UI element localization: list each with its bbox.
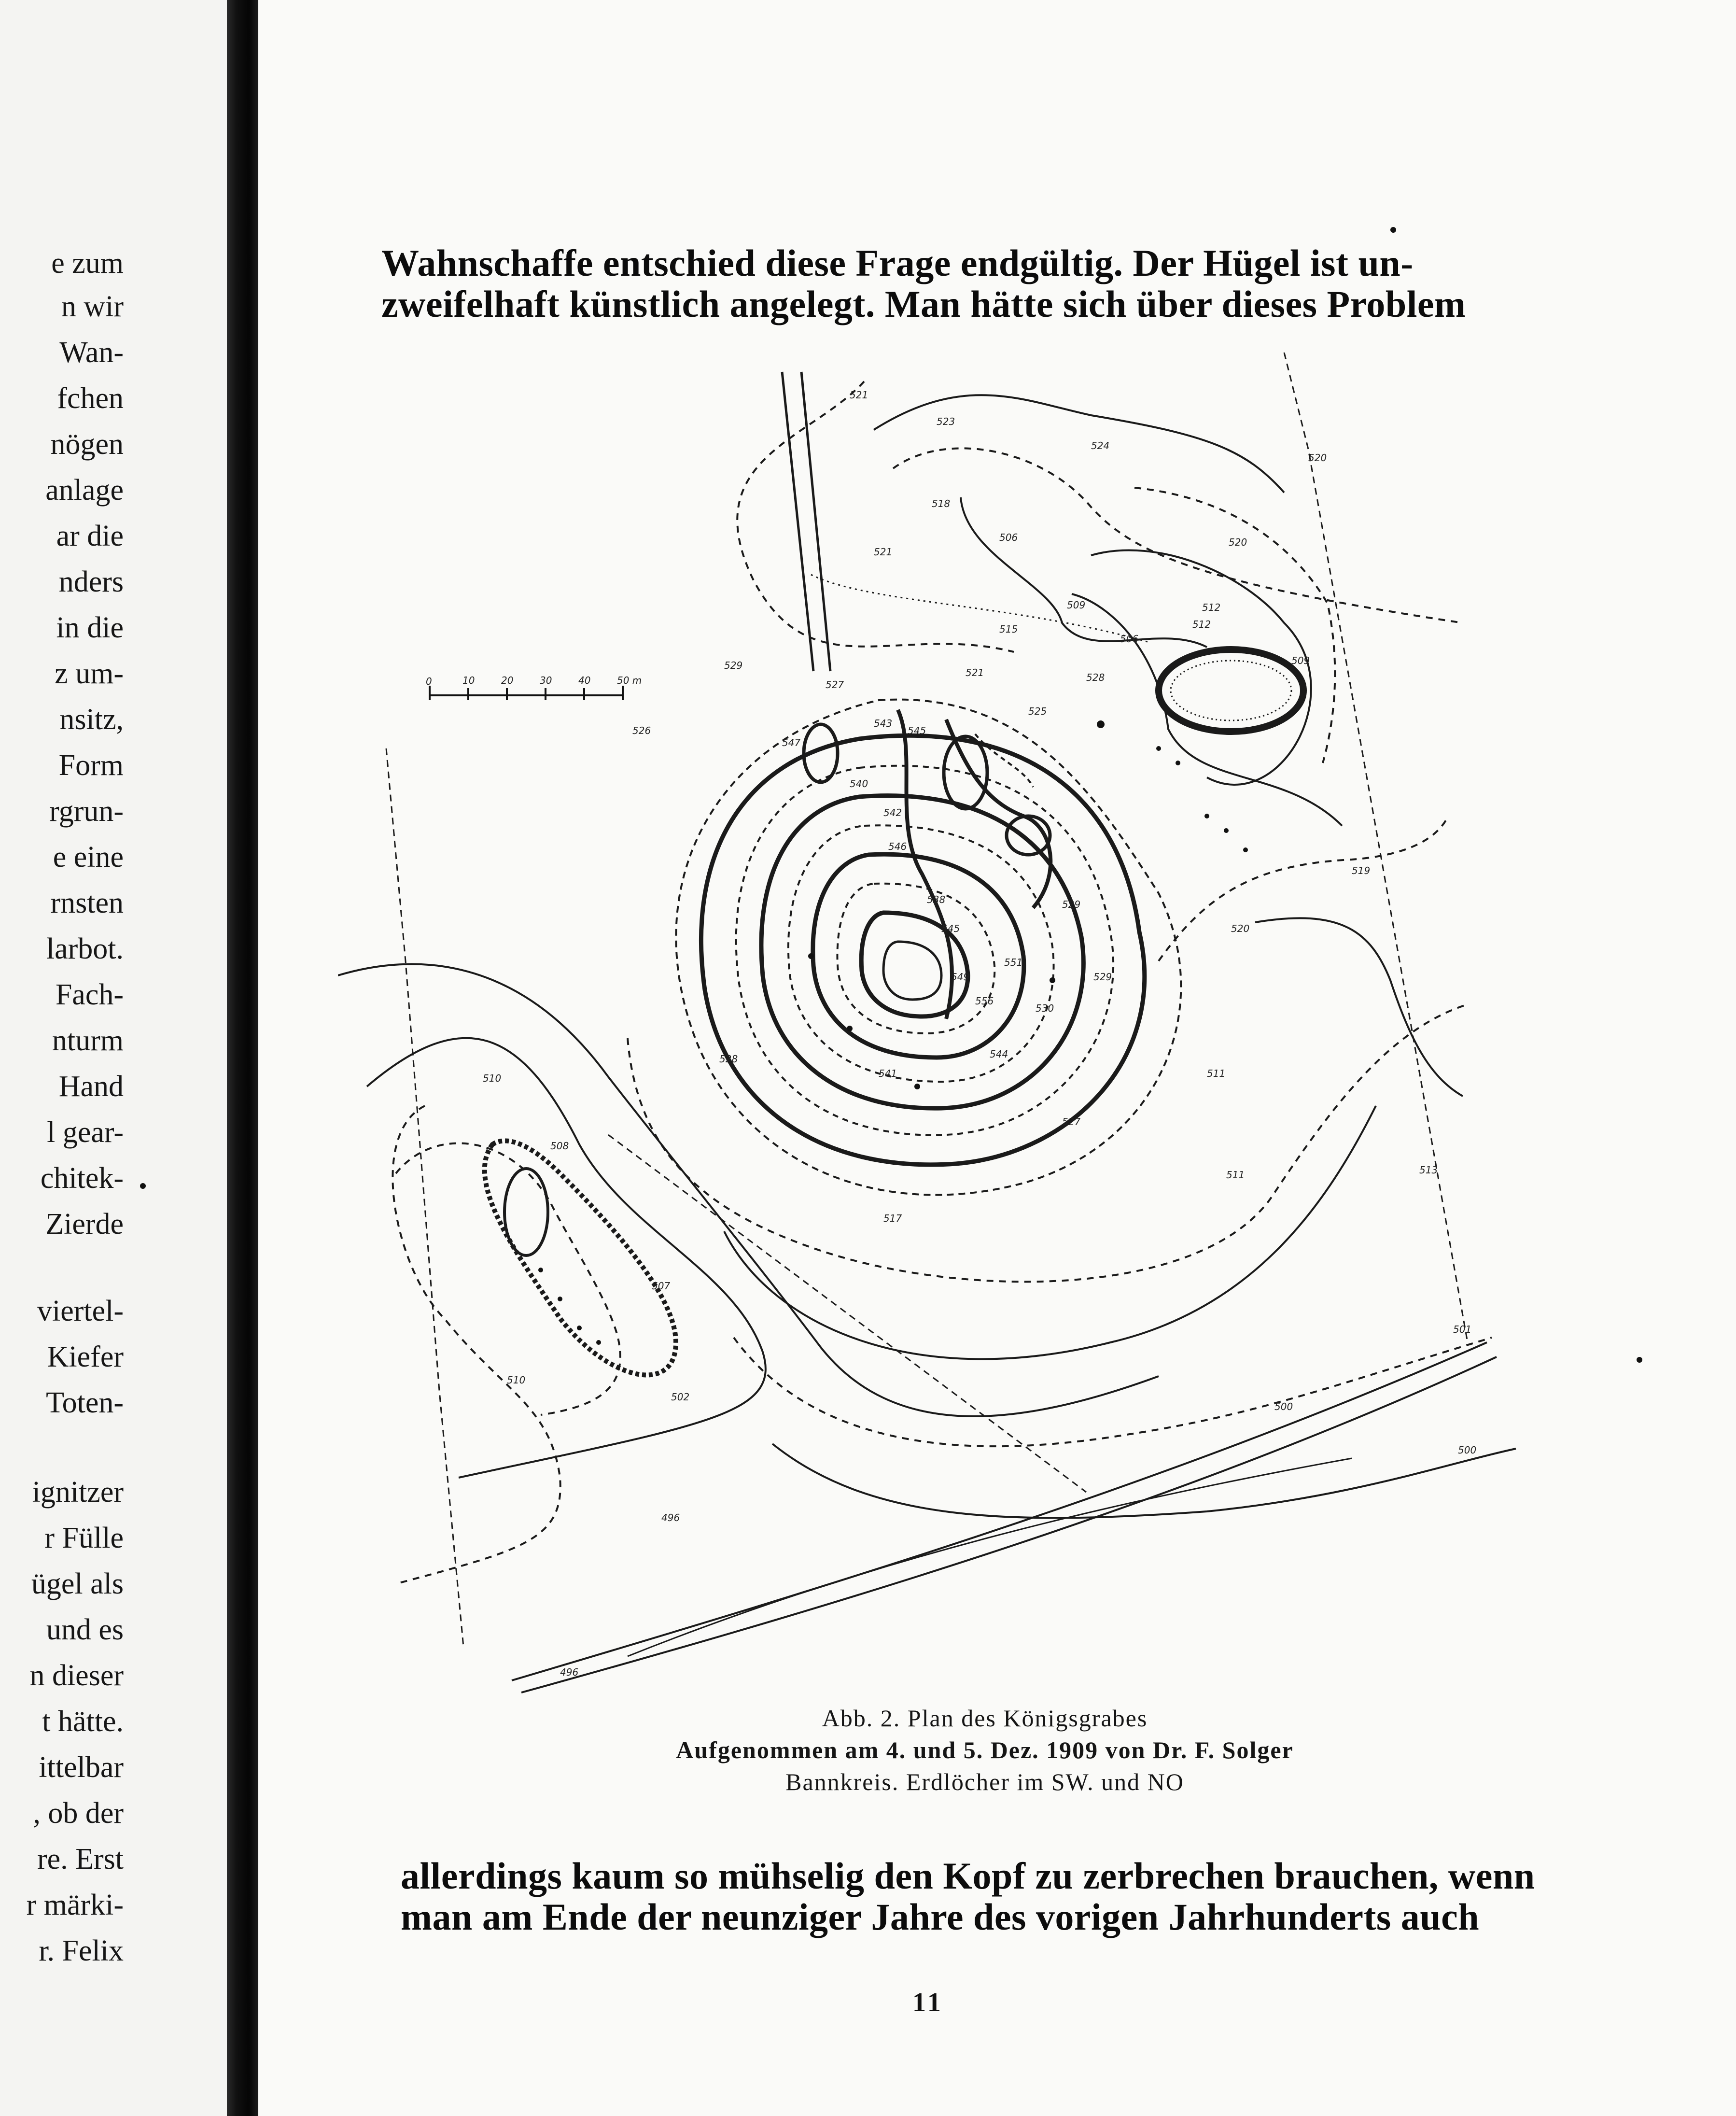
- mound-contour: [676, 700, 1181, 1195]
- facing-page-line: e zum: [51, 247, 124, 280]
- elevation-label: 527: [1062, 1116, 1081, 1128]
- paragraph-line: allerdings kaum so mühselig den Kopf zu zerbrechen brauchen, wenn: [401, 1855, 1535, 1897]
- elevation-label: 508: [550, 1140, 569, 1152]
- caption-title: Abb. 2. Plan des Königsgrabes: [822, 1705, 1148, 1732]
- facing-page-line: n wir: [61, 290, 124, 323]
- contour-line: [893, 448, 1463, 623]
- scale-tick-label: 10: [462, 675, 475, 686]
- book-spine: [227, 0, 258, 2116]
- facing-page-line: Wan-: [59, 336, 124, 369]
- elevation-label: 500: [1274, 1401, 1293, 1412]
- contour-line: [961, 497, 1207, 647]
- contour-line: [772, 1444, 1516, 1518]
- facing-page-line: viertel-: [37, 1295, 124, 1327]
- scale-tick-label: 40: [578, 675, 591, 686]
- facing-page-line: ügel als: [31, 1567, 124, 1600]
- elevation-labels: [483, 389, 1476, 1678]
- elevation-label: 500: [1458, 1444, 1477, 1456]
- facing-page-line: anlage: [45, 474, 124, 507]
- elevation-label: 518: [932, 498, 951, 509]
- elevation-label: 507: [652, 1280, 671, 1292]
- facing-page-line: re. Erst: [37, 1843, 124, 1876]
- facing-page-line: Fach-: [55, 978, 124, 1011]
- contour-line: [1159, 816, 1448, 961]
- contour-line: [874, 395, 1284, 493]
- elevation-label: 525: [1028, 705, 1047, 717]
- elevation-label: 526: [632, 725, 651, 736]
- ne-earth-pit: [1159, 649, 1303, 732]
- elevation-label: 502: [671, 1391, 690, 1403]
- facing-page-line: t hätte.: [42, 1705, 124, 1738]
- facing-page-line: nsitz,: [59, 703, 124, 736]
- caption-line: Aufgenommen am 4. und 5. Dez. 1909 von Dr. F. Solger: [676, 1736, 1294, 1763]
- facing-page-line: Toten-: [46, 1386, 124, 1419]
- elevation-label: 521: [850, 389, 868, 401]
- elevation-label: 546: [888, 841, 907, 852]
- elevation-label: 510: [483, 1072, 502, 1084]
- elevation-label: 527: [826, 679, 844, 691]
- facing-page-line: larbot.: [46, 932, 124, 965]
- facing-page-line: und es: [46, 1613, 124, 1646]
- scale-tick-label: 20: [501, 675, 514, 686]
- elevation-label: 511: [1207, 1068, 1226, 1079]
- facing-page-line: nögen: [50, 428, 124, 461]
- facing-page-line: Kiefer: [47, 1340, 124, 1373]
- sw-earth-pit-inner: [504, 1169, 548, 1255]
- scan-speck: [140, 1183, 146, 1189]
- elevation-label: 529: [724, 660, 743, 671]
- scale-tick-label: 0: [426, 676, 432, 687]
- elevation-label: 509: [1291, 655, 1310, 666]
- facing-page-line: n dieser: [29, 1659, 124, 1692]
- elevation-label: 511: [1226, 1169, 1245, 1181]
- elevation-label: 542: [883, 807, 902, 818]
- elevation-label: 545: [908, 725, 926, 736]
- elevation-label: 544: [990, 1048, 1008, 1060]
- road-line: [386, 748, 463, 1647]
- elevation-label: 549: [951, 971, 970, 983]
- facing-page-line: r. Felix: [39, 1934, 124, 1967]
- elevation-label: 496: [661, 1512, 680, 1524]
- elevation-label: 530: [1036, 1002, 1054, 1014]
- elevation-label: 512: [1192, 619, 1211, 630]
- contour-line: [811, 575, 1149, 642]
- mound-contour: [736, 766, 1113, 1135]
- elevation-label: 520: [1231, 923, 1250, 934]
- scale-bar: [426, 675, 642, 700]
- facing-page-line: l gear-: [47, 1116, 124, 1149]
- elevation-label: 541: [879, 1068, 897, 1079]
- road-line: [782, 372, 813, 671]
- elevation-label: 517: [883, 1213, 902, 1224]
- facing-page-line: ar die: [56, 520, 124, 552]
- mound-contour: [761, 796, 1083, 1108]
- contour-line: [1255, 918, 1463, 1096]
- road-line: [608, 1135, 1086, 1492]
- facing-page-line: Form: [58, 749, 124, 782]
- scan-speck: [1637, 1357, 1642, 1363]
- elevation-label: 529: [1062, 899, 1081, 910]
- elevation-label: 519: [1352, 865, 1371, 876]
- contour-map: [338, 353, 1574, 1700]
- contour-line: [737, 381, 1014, 652]
- elevation-label: 547: [782, 737, 801, 748]
- elevation-label: 529: [1093, 971, 1112, 983]
- elevation-label: 521: [966, 667, 984, 678]
- boundary-line: [512, 1342, 1487, 1680]
- facing-page-line: ittelbar: [39, 1751, 124, 1784]
- paragraph-line: Wahnschaffe entschied diese Frage endgültig. Der Hügel ist un-: [381, 242, 1414, 284]
- contour-line: [392, 1106, 560, 1584]
- caption-line: Bannkreis. Erdlöcher im SW. und NO: [785, 1768, 1184, 1795]
- elevation-label: 520: [1229, 536, 1247, 548]
- elevation-label: 524: [1091, 440, 1110, 451]
- paragraph-line: man am Ende der neunziger Jahre des vorigen Jahrhunderts auch: [401, 1896, 1480, 1938]
- elevation-label: 512: [1202, 602, 1221, 613]
- facing-page-line: Zierde: [45, 1208, 124, 1241]
- facing-page-line: z um-: [55, 657, 124, 690]
- elevation-label: 520: [1308, 452, 1327, 464]
- contour-line: [338, 964, 1159, 1416]
- facing-page-line: in die: [56, 611, 124, 644]
- scale-tick-label: 30: [540, 675, 552, 686]
- facing-page-line: nturm: [52, 1024, 124, 1057]
- elevation-label: 521: [874, 546, 893, 558]
- mound-contour: [788, 825, 1054, 1082]
- scale-tick-label: 50 m: [617, 675, 642, 686]
- facing-page-line: Hand: [58, 1070, 124, 1103]
- paragraph-line: zweifelhaft künstlich angelegt. Man hätte sich über dieses Problem: [381, 283, 1466, 325]
- elevation-label: 506: [1120, 633, 1139, 645]
- contour-line: [1091, 550, 1311, 784]
- contour-line: [628, 1004, 1468, 1282]
- facing-page-line: chitek-: [40, 1162, 124, 1195]
- elevation-label: 528: [1086, 672, 1105, 683]
- elevation-label: 496: [560, 1666, 579, 1678]
- elevation-label: 506: [999, 532, 1018, 543]
- facing-page-line: nders: [58, 565, 124, 598]
- facing-page-line: fchen: [57, 382, 124, 415]
- facing-page-line: r märki-: [26, 1889, 124, 1921]
- road-line: [1284, 353, 1468, 1342]
- elevation-label: 556: [975, 995, 994, 1007]
- facing-page-line: rgrun-: [49, 795, 124, 828]
- elevation-label: 538: [927, 894, 946, 905]
- ne-earth-pit-inner: [1171, 661, 1291, 720]
- contour-line: [367, 1038, 766, 1478]
- scan-speck: [1390, 227, 1396, 233]
- elevation-label: 545: [941, 923, 960, 934]
- mound-summit: [883, 942, 941, 1000]
- facing-page-line: e eine: [53, 841, 124, 874]
- elevation-label: 523: [937, 416, 955, 427]
- elevation-label: 515: [999, 623, 1018, 635]
- facing-page-line: r Fülle: [44, 1522, 124, 1554]
- elevation-label: 528: [719, 1053, 738, 1065]
- boundary-line: [628, 1458, 1352, 1656]
- facing-page-line: , ob der: [33, 1797, 124, 1830]
- facing-page-line: ignitzer: [32, 1476, 124, 1509]
- mound-contour: [701, 735, 1144, 1165]
- road-line: [801, 372, 830, 671]
- elevation-label: 540: [850, 778, 868, 790]
- facing-page: [0, 0, 227, 2116]
- elevation-label: 509: [1067, 599, 1086, 611]
- elevation-label: 513: [1419, 1164, 1438, 1176]
- elevation-label: 551: [1004, 957, 1023, 968]
- figure-caption: [550, 1702, 1419, 1798]
- facing-page-line: rnsten: [50, 887, 124, 919]
- elevation-label: 501: [1453, 1324, 1472, 1335]
- elevation-label: 510: [507, 1374, 526, 1386]
- page-number: 11: [912, 1988, 944, 2017]
- elevation-label: 543: [874, 718, 893, 729]
